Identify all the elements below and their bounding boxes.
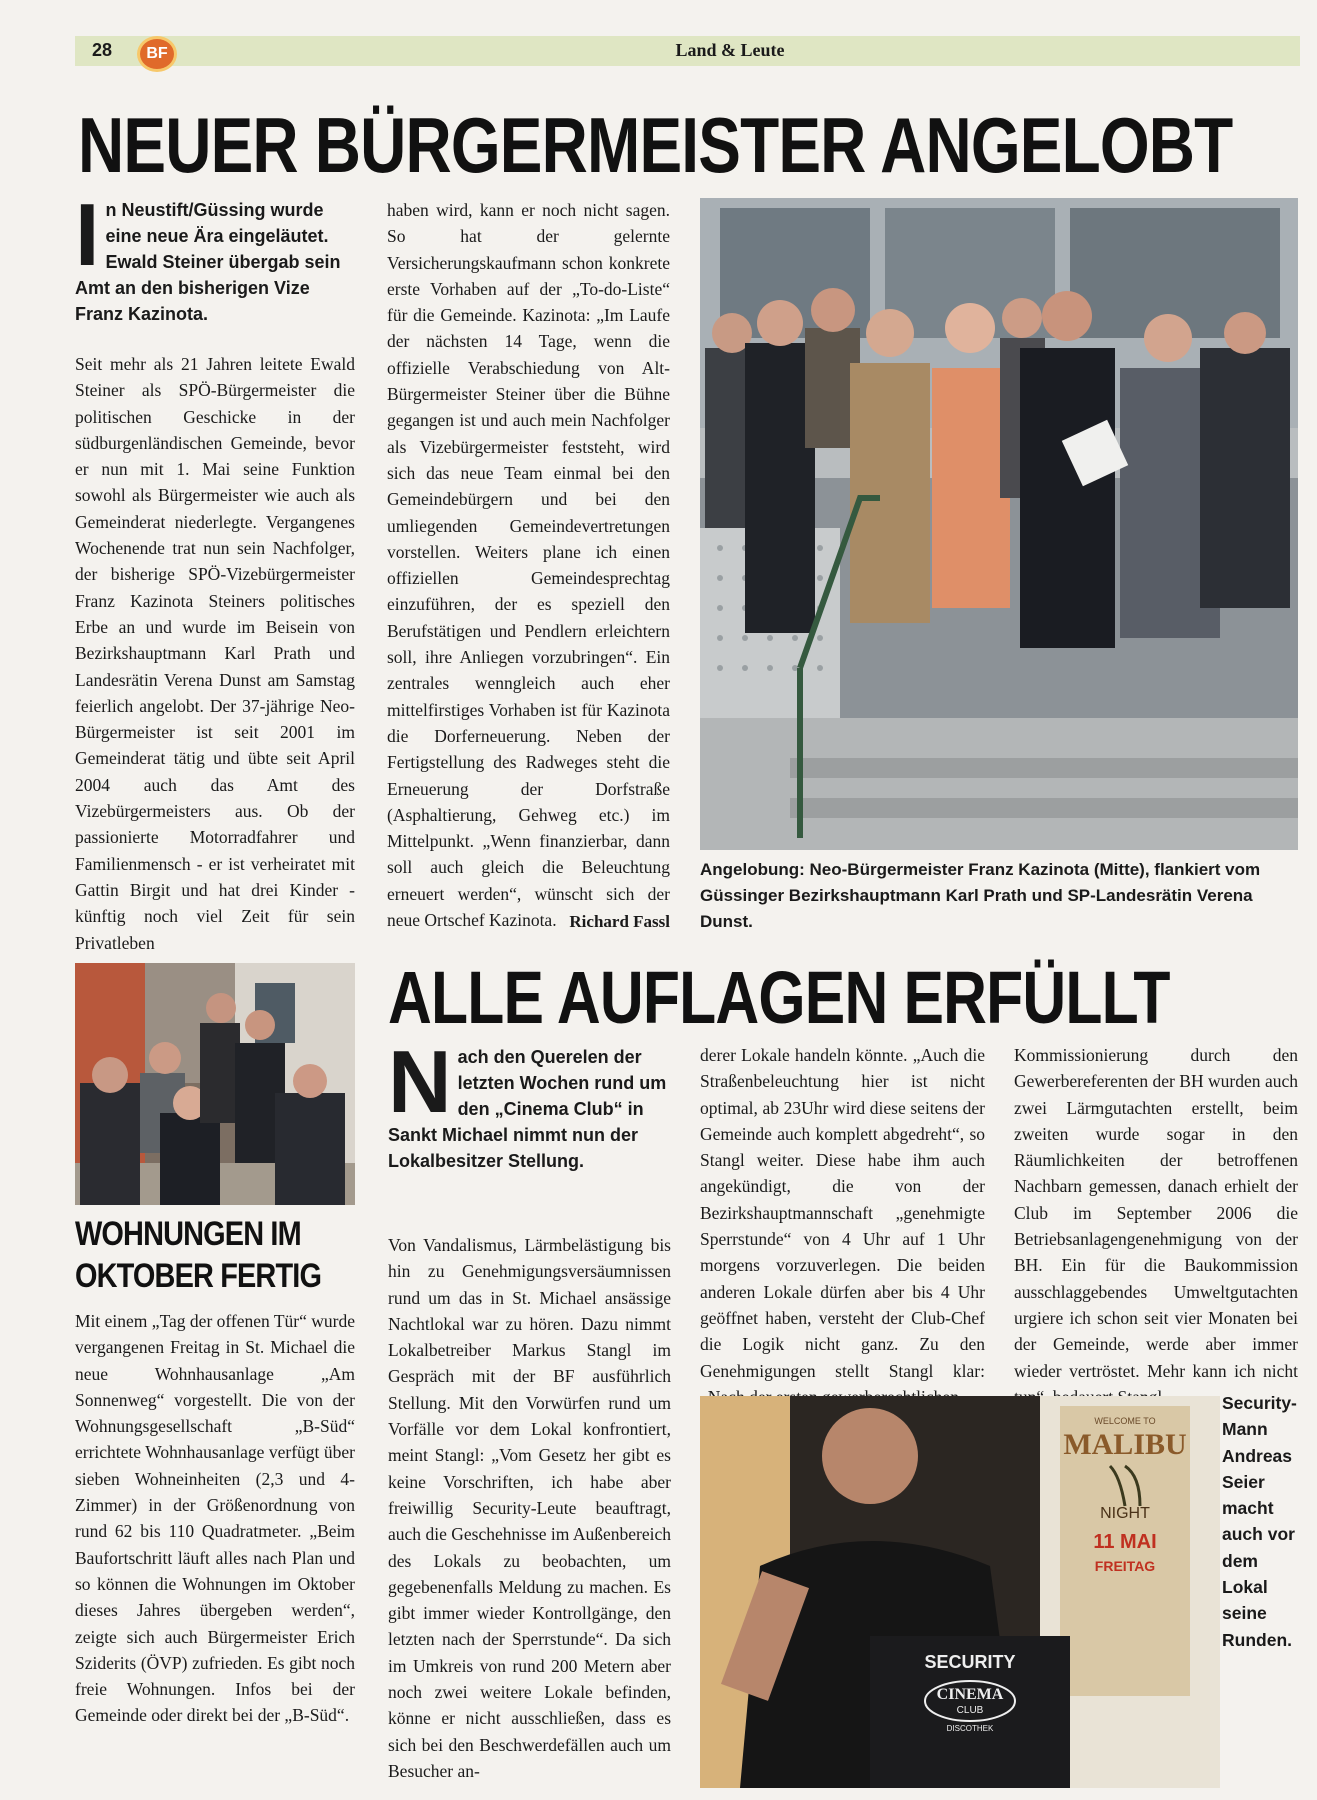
photo-malibu-text: MALIBU [1063, 1428, 1187, 1461]
security-photo-caption: Security-Mann Andreas Seier macht auch vor dem Lokal seine Runden. [1222, 1393, 1297, 1650]
photo-sub-text: DISCOTHEK [946, 1724, 994, 1733]
photo-club2-text: CLUB [956, 1705, 984, 1716]
article1-lead-block [75, 185, 355, 327]
section-title: Land & Leute [675, 40, 785, 60]
article1-author: Richard Fassl [569, 912, 670, 931]
article3-column3: Kommissionierung durch den Gewerbereferenten der BH wurden auch zwei Lärmgutachten erstellt, beim zweiten wurde sogar in den Räumlichkeiten der betroffenen Nachbarn gemessen, danach erhielt der Club im September 2006 die Betriebsanlagengenehmigung von der BH. Ein für die Baukommission ausschlaggebendes Umweltgutachten urgiere ich schon seit vier Monaten bei der Gemeinde, werde aber immer wieder vertröstet. Mehr kann ich nicht [1014, 1045, 1298, 1381]
bf-logo: BF [137, 36, 177, 72]
article3-lead: ach den Querelen der letzten Wochen rund um den „Cinema Club“ in Sankt Michael nimmt nun der Lokalbesitzer Stellung. [388, 1047, 667, 1171]
article1-column1: Seit mehr als 21 Jahren leitete Ewald Steiner als SPÖ-Bürgermeister die politischen Geschicke in der südburgenländischen Gemeinde, bevor er nun mit 1. Mai seine Funktion sowohl als Bürgermeister wie auch als Gemeinderat niederlegte. Vergangenes Wochenende trat nun sein Nachfolger, der bisherige SPÖ-Vizebürgermeister Franz Kazinota Steiners politisches Erbe an und wurde im Beisein von Bezirkshauptmann Karl Prath und Landesrätin Verena Dunst am Samstag feierlich angelobt. Der 37-jährige Neo-Bürgermeister ist seit 2001 im Gemeinderat tätig und übte seit April 2004 auch das Amt des Vizebürgermeisters aus. Ob der passionierte Motorradfahrer und Familienmensch - er ist verheiratet mit Gattin Birgit und hat drei Kinder - künftig noch viel Zeit für sein Privatleben [75, 354, 355, 953]
photo-shirt-text: SECURITY [924, 1652, 1016, 1672]
group-photo [700, 198, 1298, 850]
housing-photo [75, 963, 355, 1205]
article3-column1: Von Vandalismus, Lärmbelästigung bis hin zu Genehmigungsversäumnissen rund um das in St. Michael ansässige Nachtlokal war zu hören. Dazu nimmt Lokalbetreiber Markus Stangl im Gespräch mit der BF ausführlich Stellung. Mit den Vorwürfen rund um Vorfälle vor dem Lokal konfrontiert, meint Stangl: „Vom Gesetz her gibt es keine Vorschriften, ich habe aber freiwillig Security-Leute beauftragt, auch die Geschehnisse im Außenbereich des Lokals zu beobachten, um gegebenenfalls Meldung zu machen. Es gibt immer wieder Kontrollgänge, den letzten nach der Sperrstunde“. Da sich im Umkreis von rund 200 Metern aber noch zwei weitere Lokale befinden, könne er nicht ausschließen, dass es sich bei den Beschwerdefällen auch um Besucher an- [388, 1235, 671, 1781]
photo-date-text: 11 MAI [1093, 1531, 1157, 1553]
article2-headline: WOHNUNGEN IM OKTOBER FERTIG [75, 1215, 322, 1295]
article2-body: Mit einem „Tag der offenen Tür“ wurde vergangenen Freitag in St. Michael die neue Wohnhausanlage „Am Sonnenweg“ vorgestellt. Die von der Wohnungsgesellschaft „B-Süd“ errichtete Wohnhausanlage verfügt über sieben Wohneinheiten (2,3 und 4-Zimmer) in der Größenordnung von rund 62 bis 110 Quadratmeter. „Beim Baufortschritt läuft alles nach Plan und so können die Wohnungen im Oktober dieses Jahres übergeben werden“, zeigte sich auch Bürgermeister Erich Sziderits (ÖVP) zufrieden. Es gibt noch freie Wohnungen. Infos bei der Gemeinde oder direkt bei der „B-Süd“. [75, 1311, 355, 1726]
article3-dropcap: N [388, 1032, 452, 1131]
security-photo [700, 1396, 1220, 1788]
article1-column2: haben wird, kann er noch nicht sagen. So hat der gelernte Versicherungskaufmann schon konkrete erste Vorhaben auf der „To-do-Liste“ für die Gemeinde. Kazinota: „Im Laufe der nächsten 14 Tage, wenn die offizielle Verabschiedung von Alt-Bürgermeister Steiner über die Bühne gegangen ist und auch mein Nachfolger als Vizebürgermeister feststeht, wird sich das neue Team einmal bei den Gemeindebürgern und bei den umliegenden Gemeindevertretungen vorstellen. Weiters plane ich einen offiziellen Gemeindesprechtag einzuführen, der es speziell den Berufstätigen und Pendlern erleichtern soll, ihre Anliegen vorzubringen“. Ein zentrales wenngleich auch eher mittelfirstiges Vorhaben ist für Kazinota die Dorferneuerung. Neben der Fertigstellung des Radweges steht die Erneuerung der Dorfstraße (Asphaltierung, Gehweg etc.) im Mittelpunkt. „Wenn finanzierbar, dann soll auch gleich die Beleuchtung erneuert werden“, wünscht sich der neue Ortschef Kazinota. [387, 200, 670, 931]
group-photo-caption: Angelobung: Neo-Bürgermeister Franz Kazinota (Mitte), flankiert vom Güssinger Bezirkshauptmann Karl Prath und SP-Landesrätin Verena Dunst. [700, 860, 1261, 931]
article1-lead: n Neustift/Güssing wurde eine neue Ära eingeläutet. Ewald Steiner übergab sein Amt an den bisherigen Vize Franz Kazinota. [75, 200, 341, 324]
photo-night-text: NIGHT [1100, 1505, 1150, 1522]
article1-headline: NEUER BÜRGERMEISTER ANGELOBT [78, 101, 1233, 189]
article3-lead-block [388, 1032, 671, 1174]
photo-welcome-text: WELCOME TO [1094, 1416, 1156, 1426]
page-number: 28 [92, 40, 113, 60]
article1-dropcap: I [75, 185, 100, 284]
article3-headline: ALLE AUFLAGEN ERFÜLLT [388, 956, 1170, 1039]
photo-day-text: FREITAG [1094, 1558, 1156, 1574]
article3-column2: derer Lokale handeln könnte. „Auch die Straßenbeleuchtung hier ist nicht optimal, ab 23Uhr wird diese seitens der Gemeinde auch komplett abgedreht“, so Stangl weiter. Diese habe ihm auch angekündigt, die von der Bezirkshauptmannschaft „genehmigte Sperrstunde“ von 4 Uhr auf 1 Uhr morgens vorzuverlegen. Die beiden anderen Lokale dürfen aber bis 4 Uhr geöffnet haben, versteht der Club-Chef die Logik nicht ganz. Zu den Genehmigungen stellt Stangl klar: [700, 1045, 985, 1381]
photo-club-text: CINEMA [936, 1686, 1004, 1703]
